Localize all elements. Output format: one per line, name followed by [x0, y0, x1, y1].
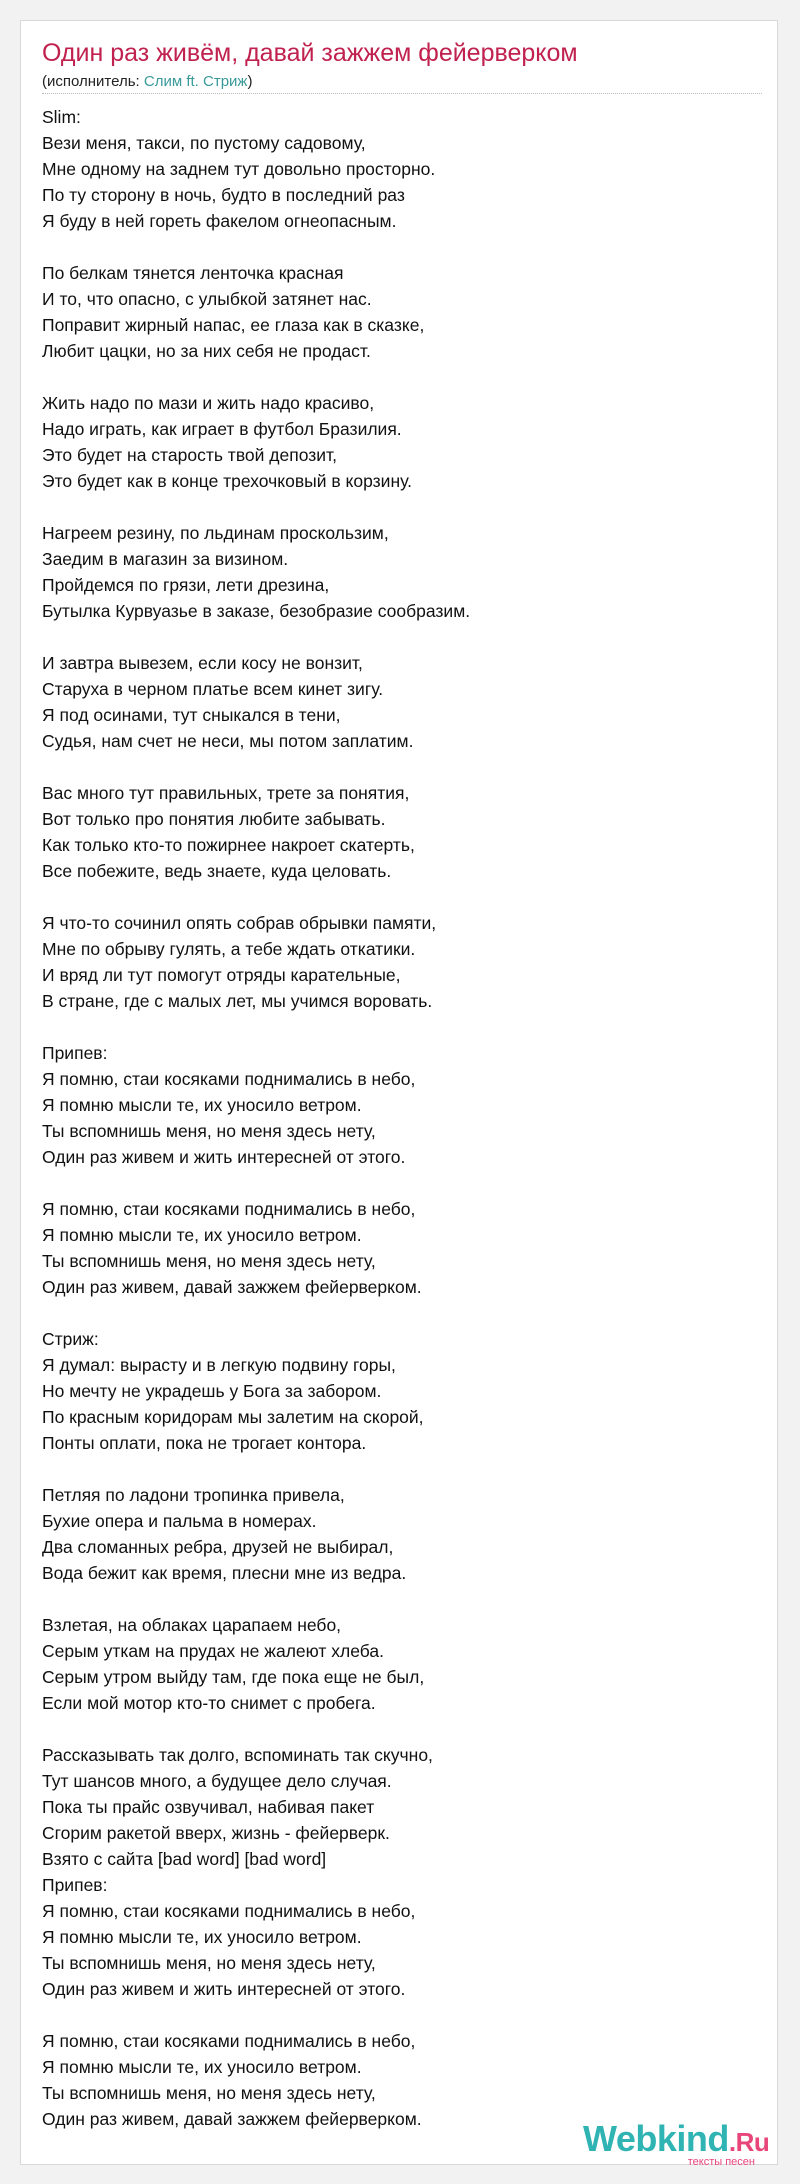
lyric-line: По красным коридорам мы залетим на скорой,	[42, 1407, 424, 1427]
lyric-line: Ты вспомнишь меня, но меня здесь нету,	[42, 1953, 376, 1973]
lyric-line: Надо играть, как играет в футбол Бразилия.	[42, 419, 402, 439]
lyric-line: Вас много тут правильных, трете за понятия,	[42, 783, 410, 803]
lyric-line: Я помню, стаи косяками поднимались в небо,	[42, 1901, 416, 1921]
lyric-line: Ты вспомнишь меня, но меня здесь нету,	[42, 2083, 376, 2103]
lyric-line	[42, 884, 762, 910]
lyric-line: Поправит жирный напас, ее глаза как в сказке,	[42, 315, 425, 335]
logo-tld: .Ru	[728, 2127, 770, 2157]
lyric-line	[42, 1716, 762, 1742]
lyric-line: Вот только про понятия любите забывать.	[42, 809, 386, 829]
lyric-line	[42, 234, 762, 260]
lyric-line: Серым уткам на прудах не жалеют хлеба.	[42, 1641, 384, 1661]
lyric-line: Один раз живем и жить интересней от этого.	[42, 1147, 406, 1167]
lyric-line	[42, 1586, 762, 1612]
lyric-line: И завтра вывезем, если косу не вонзит,	[42, 653, 363, 673]
lyric-line: Жить надо по мази и жить надо красиво,	[42, 393, 375, 413]
lyric-line: Бутылка Курвуазье в заказе, безобразие сообразим.	[42, 601, 471, 621]
lyric-line: Я под осинами, тут сныкался в тени,	[42, 705, 341, 725]
artist-link[interactable]: Слим ft. Стриж	[143, 73, 248, 90]
lyric-line: Один раз живем, давай зажжем фейерверком.	[42, 1277, 422, 1297]
lyric-line: Я помню мысли те, их уносило ветром.	[42, 2057, 362, 2077]
lyric-line	[42, 1014, 762, 1040]
lyric-line: Вода бежит как время, плесни мне из ведра.	[42, 1563, 407, 1583]
lyric-line: Я помню, стаи косяками поднимались в небо,	[42, 1069, 416, 1089]
lyric-line: Любит цацки, но за них себя не продаст.	[42, 341, 371, 361]
performer-suffix: )	[247, 73, 253, 90]
lyric-line: Мне по обрыву гулять, а тебе ждать откатики.	[42, 939, 416, 959]
lyric-line: Взято с сайта [bad word] [bad word]	[42, 1849, 327, 1869]
lyrics-text	[42, 104, 762, 2132]
lyric-line	[42, 624, 762, 650]
lyric-line: Если мой мотор кто-то снимет с пробега.	[42, 1693, 376, 1713]
lyric-line: Ты вспомнишь меня, но меня здесь нету,	[42, 1121, 376, 1141]
lyric-line: Я что-то сочинил опять собрав обрывки памяти,	[42, 913, 437, 933]
lyric-line: Судья, нам счет не неси, мы потом заплатим.	[42, 731, 414, 751]
lyric-line: Вези меня, такси, по пустому садовому,	[42, 133, 366, 153]
lyric-line: Я думал: вырасту и в легкую подвину горы,	[42, 1355, 396, 1375]
lyric-line: Но мечту не украдешь у Бога за забором.	[42, 1381, 382, 1401]
lyric-line: Ты вспомнишь меня, но меня здесь нету,	[42, 1251, 376, 1271]
lyric-line: Нагреем резину, по льдинам проскользим,	[42, 523, 389, 543]
lyric-line: Как только кто-то пожирнее накроет скатерть,	[42, 835, 415, 855]
page-title: Один раз живём, давай зажжем фейерверком	[42, 39, 578, 67]
lyric-line	[42, 754, 762, 780]
lyric-line: В стране, где с малых лет, мы учимся воровать.	[42, 991, 433, 1011]
lyric-line: Я помню, стаи косяками поднимались в небо,	[42, 1199, 416, 1219]
lyric-line	[42, 1170, 762, 1196]
logo-name: Webkind	[583, 2118, 729, 2159]
lyric-line: И вряд ли тут помогут отряды карательные,	[42, 965, 401, 985]
lyric-line: Пройдемся по грязи, лети дрезина,	[42, 575, 330, 595]
lyric-line: Один раз живем, давай зажжем фейерверком.	[42, 2109, 422, 2129]
lyric-line: Это будет на старость твой депозит,	[42, 445, 337, 465]
dotted-divider	[42, 93, 762, 94]
lyric-line	[42, 364, 762, 390]
lyric-line	[42, 2002, 762, 2028]
lyric-line: Припев:	[42, 1875, 108, 1895]
lyric-line: Петляя по ладони тропинка привела,	[42, 1485, 345, 1505]
lyric-line: Заедим в магазин за визином.	[42, 549, 289, 569]
lyric-line: Slim:	[42, 107, 81, 127]
lyric-line: Я помню мысли те, их уносило ветром.	[42, 1225, 362, 1245]
lyric-line: По ту сторону в ночь, будто в последний раз	[42, 185, 405, 205]
lyric-line	[42, 1456, 762, 1482]
lyric-line: Взлетая, на облаках царапаем небо,	[42, 1615, 342, 1635]
performer-prefix: (исполнитель:	[42, 73, 144, 90]
lyric-line: Рассказывать так долго, вспоминать так скучно,	[42, 1745, 433, 1765]
webkind-logo[interactable]	[583, 2118, 783, 2168]
lyric-line: Я помню, стаи косяками поднимались в небо,	[42, 2031, 416, 2051]
lyric-line: Сгорим ракетой вверх, жизнь - фейерверк.	[42, 1823, 390, 1843]
lyric-line: Я буду в ней гореть факелом огнеопасным.	[42, 211, 397, 231]
lyric-line: Я помню мысли те, их уносило ветром.	[42, 1095, 362, 1115]
lyric-line: Припев:	[42, 1043, 108, 1063]
lyric-line: И то, что опасно, с улыбкой затянет нас.	[42, 289, 372, 309]
lyrics-card	[20, 20, 778, 2168]
lyric-line: Мне одному на заднем тут довольно просторно.	[42, 159, 436, 179]
lyric-line: Пока ты прайс озвучивал, набивая пакет	[42, 1797, 375, 1817]
lyric-line: Бухие опера и пальма в номерах.	[42, 1511, 317, 1531]
lyric-line: Стриж:	[42, 1329, 99, 1349]
lyric-line: По белкам тянется ленточка красная	[42, 263, 344, 283]
lyric-line: Это будет как в конце трехочковый в корзину.	[42, 471, 412, 491]
lyric-line	[42, 494, 762, 520]
lyric-line: Один раз живем и жить интересней от этого.	[42, 1979, 406, 1999]
lyric-line: Старуха в черном платье всем кинет зигу.	[42, 679, 384, 699]
lyric-line: Понты оплати, пока не трогает контора.	[42, 1433, 367, 1453]
lyric-line: Серым утром выйду там, где пока еще не был,	[42, 1667, 425, 1687]
lyric-line: Я помню мысли те, их уносило ветром.	[42, 1927, 362, 1947]
lyric-line: Два сломанных ребра, друзей не выбирал,	[42, 1537, 394, 1557]
lyric-line: Все побежите, ведь знаете, куда целовать.	[42, 861, 392, 881]
lyric-line: Тут шансов много, а будущее дело случая.	[42, 1771, 392, 1791]
lyric-line	[42, 1300, 762, 1326]
logo-tagline: тексты песен	[687, 2156, 755, 2168]
performer-line	[42, 73, 252, 90]
